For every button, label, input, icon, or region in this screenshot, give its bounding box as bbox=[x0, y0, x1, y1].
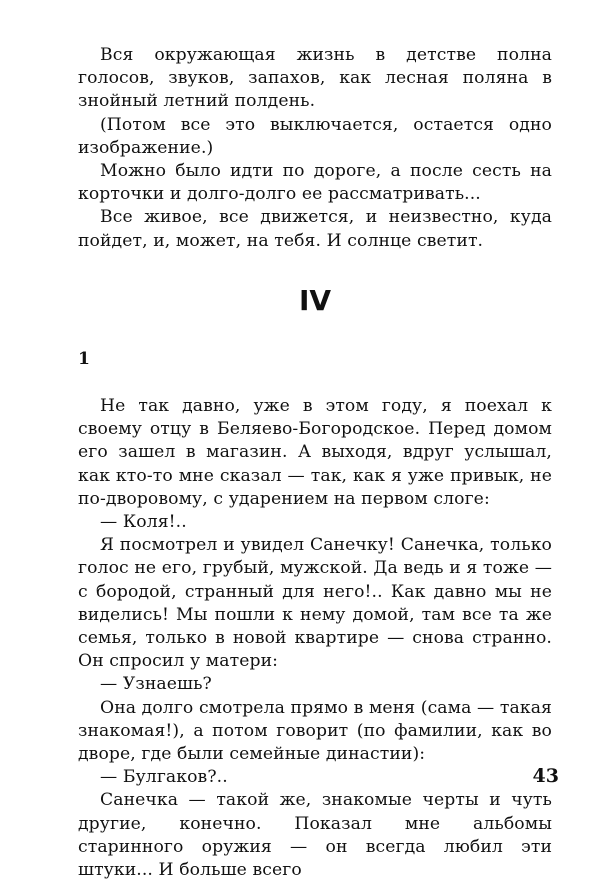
paragraph: Санечка — такой же, знакомые черты и чуть другие, конечно. Показал мне альбомы старинного оружия — он всегда любил эти штуки... И больше всего bbox=[78, 790, 552, 881]
page-number: 43 bbox=[532, 765, 559, 787]
section-title: IV bbox=[298, 283, 332, 317]
paragraph: Она долго смотрела прямо в меня (сама — такая знакомая!), а потом говорит (по фамилии, как во дворе, где были семейные династии): bbox=[78, 697, 552, 765]
paragraph: (Потом все это выключается, остается одно изображение.) bbox=[78, 114, 552, 158]
dialogue-line: — Узнаешь? bbox=[100, 674, 212, 695]
subsection-number: 1 bbox=[78, 348, 90, 369]
paragraph: Не так давно, уже в этом году, я поехал к своему отцу в Беляево-Богородское. Перед домом его зашел в магазин. А выходя, вдруг услышал, как кто-то мне сказал — так, как я уже привык, не по-дворовому, с ударением на первом слоге: bbox=[78, 396, 552, 509]
book-page bbox=[78, 44, 552, 881]
spacer bbox=[78, 371, 552, 395]
dialogue-line: — Коля!.. bbox=[100, 512, 187, 533]
paragraph: Вся окружающая жизнь в детстве полна голосов, звуков, запахов, как лесная поляна в знойный летний полдень. bbox=[78, 45, 552, 112]
dialogue-line: — Булгаков?.. bbox=[100, 767, 228, 788]
paragraph: Можно было идти по дороге, а после сесть на корточки и долго-долго ее рассматривать... bbox=[78, 161, 552, 205]
paragraph: Все живое, все движется, и неизвестно, куда пойдет, и, может, на тебя. И солнце светит. bbox=[78, 207, 552, 251]
paragraph: Я посмотрел и увидел Санечку! Санечка, только голос не его, грубый, мужской. Да ведь и я тоже — с бородой, странный для него!.. Как давно мы не виделись! Мы пошли к нему домой, там все та же семья, только в новой квартире — снова странно. Он спросил у матери: bbox=[78, 535, 552, 672]
